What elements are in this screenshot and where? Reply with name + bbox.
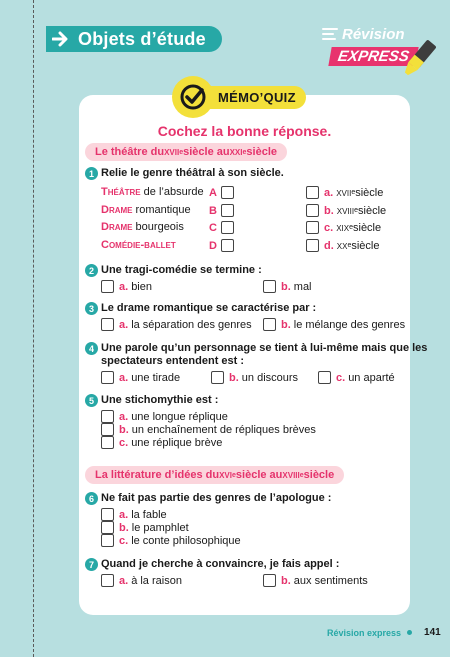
option-letter: a.	[119, 318, 129, 331]
dashed-margin-line	[33, 0, 34, 657]
q7-option-b[interactable]	[263, 574, 368, 587]
match-letter: B	[209, 204, 217, 217]
option-value: un discours	[241, 371, 299, 384]
checkbox[interactable]	[263, 318, 276, 331]
option-letter: b.	[119, 521, 129, 534]
check-circle-icon	[172, 76, 214, 118]
sup: e	[349, 224, 353, 231]
option-letter: b.	[229, 371, 239, 384]
instruction-text: Cochez la bonne réponse.	[157, 123, 332, 139]
sup: e	[351, 189, 356, 196]
match-right-d[interactable]	[306, 239, 379, 252]
option-letter: b.	[281, 280, 291, 293]
match-letter: C	[209, 221, 217, 234]
question-text-4-line2: spectateurs entendent est :	[101, 355, 245, 367]
century: xix	[336, 221, 350, 234]
genre-name: Théâtre	[101, 186, 141, 198]
option-letter: a.	[324, 186, 334, 199]
match-right-a[interactable]	[306, 186, 383, 199]
question-text-5: Une stichomythie est :	[101, 394, 219, 406]
sup: e	[347, 242, 352, 249]
checkbox[interactable]	[221, 204, 234, 217]
century-tail: siècle	[355, 186, 384, 199]
bullet-dot-icon	[407, 630, 412, 635]
revision-express-logo	[322, 22, 440, 92]
century: xvi	[219, 469, 232, 481]
checkbox[interactable]	[306, 239, 319, 252]
checkbox[interactable]	[101, 280, 114, 293]
question-number-6: 6	[85, 492, 98, 505]
option-letter: b.	[281, 574, 291, 587]
question-number-3: 3	[85, 302, 98, 315]
option-value: une longue réplique	[131, 410, 228, 423]
checkbox[interactable]	[318, 371, 331, 384]
match-right-b[interactable]	[306, 204, 386, 217]
option-value: un aparté	[348, 371, 395, 384]
century-tail: siècle	[358, 204, 387, 217]
century: xx	[336, 239, 348, 252]
section-title-bar	[46, 26, 222, 52]
sup: e	[354, 207, 359, 214]
footer-label: Révision express	[327, 627, 402, 638]
match-letter: D	[209, 239, 217, 252]
checkbox[interactable]	[101, 534, 114, 547]
checkbox[interactable]	[263, 574, 276, 587]
genre-rest: bourgeois	[132, 221, 184, 233]
genre-name: Drame	[101, 221, 133, 233]
genre-term-d	[101, 239, 176, 251]
page-title: Objets d’étude	[78, 28, 206, 49]
q4-option-a[interactable]	[101, 371, 180, 384]
option-letter: b.	[119, 423, 129, 436]
option-value: un enchaînement de répliques brèves	[131, 423, 316, 436]
q6-option-b[interactable]	[101, 521, 189, 534]
sup: e	[179, 148, 184, 156]
section-heading-theatre	[85, 143, 287, 161]
question-number-7: 7	[85, 558, 98, 571]
century: xxi	[229, 146, 243, 158]
checkbox[interactable]	[101, 318, 114, 331]
question-number-1: 1	[85, 167, 98, 180]
option-letter: d.	[324, 239, 334, 252]
checkbox[interactable]	[101, 521, 114, 534]
match-right-c[interactable]	[306, 221, 381, 234]
option-value: une tirade	[131, 371, 181, 384]
highlighter-pen-icon	[396, 38, 440, 82]
option-letter: a.	[119, 371, 129, 384]
page-number: 141	[424, 627, 441, 638]
q2-option-a[interactable]	[101, 280, 152, 293]
memo-quiz-badge	[172, 76, 306, 118]
genre-rest: romantique	[132, 204, 191, 216]
checkbox[interactable]	[101, 574, 114, 587]
option-value: le mélange des genres	[293, 318, 406, 331]
section-text: siècle au	[183, 146, 230, 158]
q6-option-c[interactable]	[101, 534, 241, 547]
century: xvii	[164, 146, 180, 158]
question-text-3: Le drame romantique se caractérise par :	[101, 302, 317, 314]
checkbox[interactable]	[306, 186, 319, 199]
genre-term-c	[101, 221, 184, 233]
q5-option-a[interactable]	[101, 410, 228, 423]
q7-option-a[interactable]	[101, 574, 182, 587]
genre-rest: de l’absurde	[140, 186, 204, 198]
checkbox[interactable]	[263, 280, 276, 293]
page-footer	[327, 627, 441, 638]
match-left-a[interactable]	[209, 186, 234, 199]
q3-option-b[interactable]	[263, 318, 405, 331]
century: xviii	[336, 204, 355, 217]
option-value: une réplique brève	[131, 436, 223, 449]
q2-option-b[interactable]	[263, 280, 312, 293]
checkbox[interactable]	[211, 371, 224, 384]
option-value: mal	[293, 280, 312, 293]
section-text: siècle au	[235, 469, 283, 481]
option-value: la séparation des genres	[131, 318, 252, 331]
option-value: bien	[131, 280, 152, 293]
question-text-6: Ne fait pas partie des genres de l’apologue :	[101, 492, 332, 504]
logo-line2: EXPRESS	[328, 47, 418, 66]
option-letter: a.	[119, 508, 129, 521]
option-letter: b.	[281, 318, 291, 331]
option-value: à la raison	[131, 574, 182, 587]
option-letter: a.	[119, 574, 129, 587]
option-letter: c.	[324, 221, 334, 234]
sup: e	[232, 471, 236, 479]
century: xviii	[282, 469, 300, 481]
q5-option-c[interactable]	[101, 436, 222, 449]
option-letter: a.	[119, 410, 129, 423]
sup: e	[242, 148, 247, 156]
match-letter: A	[209, 186, 217, 199]
checkbox[interactable]	[101, 436, 114, 449]
sup: e	[299, 471, 304, 479]
century: xvii	[336, 186, 352, 199]
option-letter: c.	[119, 436, 129, 449]
checkbox[interactable]	[306, 221, 319, 234]
q3-option-a[interactable]	[101, 318, 252, 331]
section-text: siècle	[303, 469, 335, 481]
question-number-4: 4	[85, 342, 98, 355]
q4-option-c[interactable]	[318, 371, 395, 384]
match-left-c[interactable]	[209, 221, 234, 234]
question-text-4-line1: Une parole qu’un personnage se tient à lui-même mais que les	[101, 342, 428, 354]
checkbox[interactable]	[221, 186, 234, 199]
checkbox[interactable]	[101, 410, 114, 423]
speed-lines-icon	[322, 28, 338, 43]
genre-term-a	[101, 186, 204, 198]
section-heading-idees	[85, 466, 344, 484]
genre-name: Drame	[101, 204, 133, 216]
q5-option-b[interactable]	[101, 423, 316, 436]
question-number-5: 5	[85, 394, 98, 407]
option-letter: c.	[336, 371, 346, 384]
question-text-1: Relie le genre théâtral à son siècle.	[101, 167, 284, 179]
century-tail: siècle	[353, 221, 382, 234]
memo-quiz-label: MÉMO’QUIZ	[208, 86, 306, 109]
option-letter: b.	[324, 204, 334, 217]
match-left-b[interactable]	[209, 204, 234, 217]
option-letter: c.	[119, 534, 129, 547]
checkbox[interactable]	[221, 239, 234, 252]
checkbox[interactable]	[221, 221, 234, 234]
question-text-7: Quand je cherche à convaincre, je fais appel :	[101, 558, 340, 570]
option-letter: a.	[119, 280, 129, 293]
checkbox[interactable]	[101, 423, 114, 436]
option-value: le conte philosophique	[131, 534, 241, 547]
option-value: aux sentiments	[293, 574, 368, 587]
genre-term-b	[101, 204, 191, 216]
option-value: la fable	[131, 508, 167, 521]
arrow-right-icon	[50, 26, 72, 52]
question-number-2: 2	[85, 264, 98, 277]
checkbox[interactable]	[101, 371, 114, 384]
q6-option-a[interactable]	[101, 508, 167, 521]
section-text: La littérature d’idées du	[95, 469, 220, 481]
checkbox[interactable]	[101, 508, 114, 521]
logo-line1: Révision	[342, 26, 405, 43]
q4-option-b[interactable]	[211, 371, 298, 384]
section-text: Le théâtre du	[95, 146, 165, 158]
genre-name: Comédie-ballet	[101, 239, 176, 251]
option-value: le pamphlet	[131, 521, 189, 534]
checkbox[interactable]	[306, 204, 319, 217]
century-tail: siècle	[351, 239, 380, 252]
match-left-d[interactable]	[209, 239, 234, 252]
question-text-2: Une tragi-comédie se termine :	[101, 264, 262, 276]
section-text: siècle	[246, 146, 277, 158]
